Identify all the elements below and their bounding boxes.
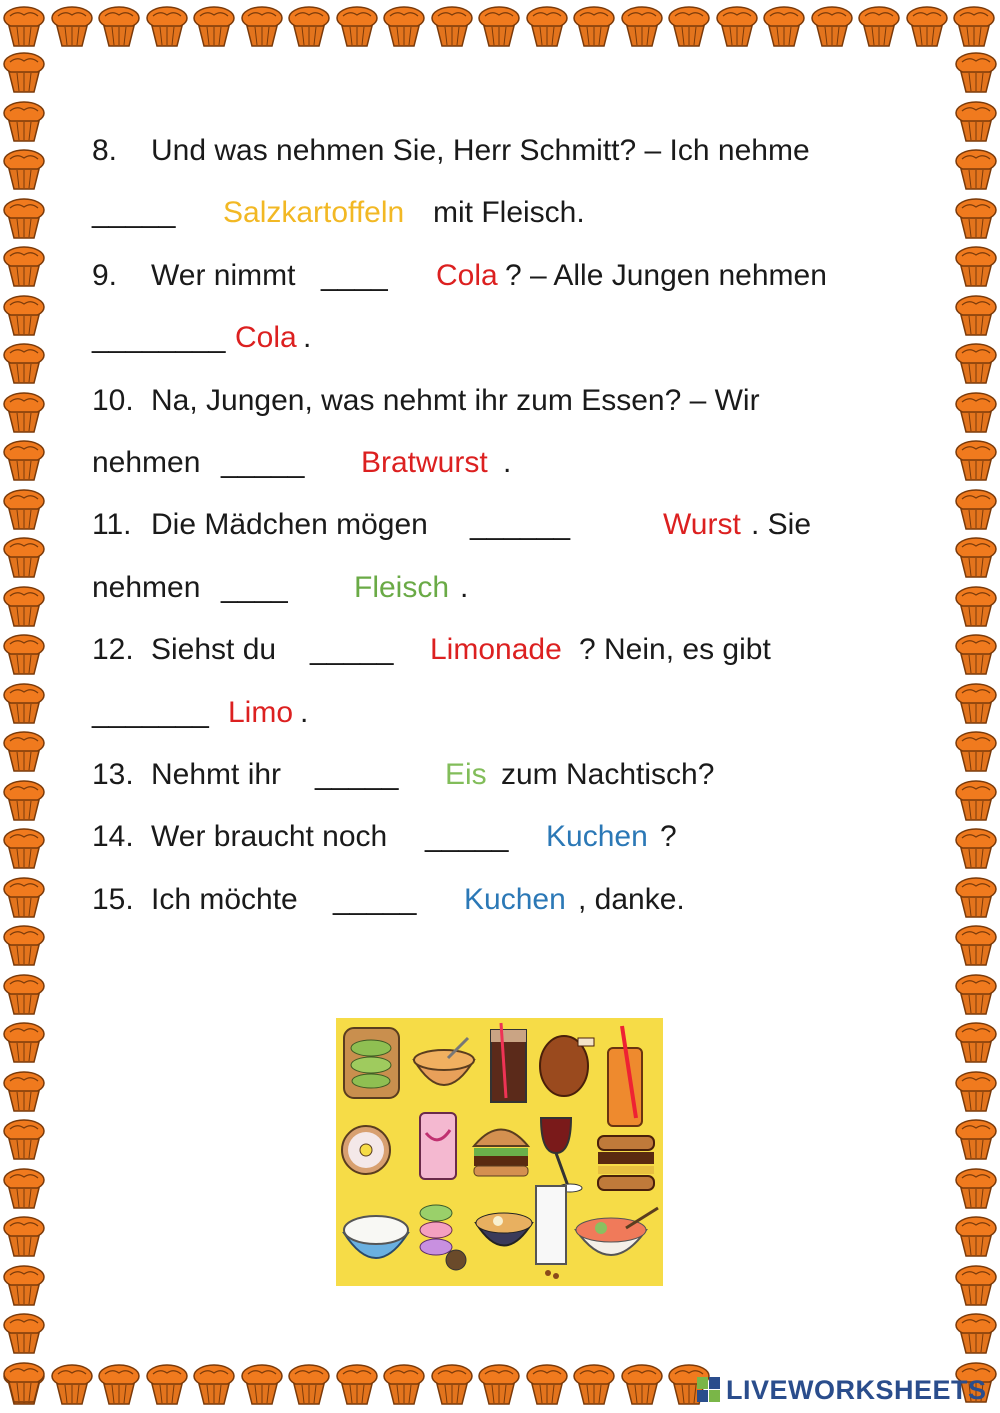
question-text: ? – Alle Jungen nehmen [505,258,827,292]
muffin-border-top [0,4,1000,54]
muffin-icon [192,1362,236,1406]
muffin-icon [572,1362,616,1406]
muffin-icon [2,1069,46,1113]
muffin-icon [2,341,46,385]
muffin-icon [954,1263,998,1307]
muffin-icon [287,4,331,48]
muffin-icon [2,923,46,967]
question-13-line-1 [92,744,912,806]
muffin-icon [954,1117,998,1161]
noun-cola: Cola [235,321,297,355]
muffin-icon [2,293,46,337]
question-text: Und was nehmen Sie, Herr Schmitt? – Ich nehme [151,134,810,167]
question-9-line-1 [92,245,912,307]
food-illustration [336,1018,663,1286]
muffin-icon [430,1362,474,1406]
noun-wurst: Wurst [663,508,741,542]
question-12-line-2 [92,682,912,744]
macaron-icon [420,1205,466,1270]
muffin-icon [145,4,189,48]
muffin-icon [2,778,46,822]
muffin-icon [2,584,46,628]
answer-blank[interactable]: ________ [92,321,226,355]
muffin-icon [954,923,998,967]
muffin-icon [954,50,998,94]
question-number: 9. [92,258,118,292]
can-icon [420,1113,456,1179]
muffin-icon [857,4,901,48]
noun-limo: Limo [228,695,294,729]
muffin-icon [525,4,569,48]
muffin-icon [287,1362,331,1406]
punctuation: . [503,445,512,479]
answer-blank[interactable]: ____ [321,258,388,292]
muffin-icon [905,4,949,48]
muffin-icon [954,341,998,385]
question-11-line-1 [92,494,912,556]
question-text: Na, Jungen, was nehmt ihr zum Essen? – Wir [151,383,760,417]
sandwich-icon [598,1136,654,1190]
question-10-line-2 [92,432,912,494]
muffin-icon [954,875,998,919]
muffin-icon [954,196,998,240]
question-text: Ich möchte [151,882,298,916]
noun-cola: Cola [436,258,498,292]
muffin-icon [620,1362,664,1406]
muffin-icon [2,632,46,676]
muffin-icon [97,1362,141,1406]
muffin-icon [2,972,46,1016]
question-8-line-1 [92,120,912,182]
noun-kuchen: Kuchen [546,820,648,854]
punctuation: . [460,570,469,604]
muffin-icon [2,1263,46,1307]
muffin-icon [382,4,426,48]
question-15-line-1 [92,869,912,931]
muffin-icon [2,438,46,482]
muffin-icon [2,729,46,773]
question-11-line-2 [92,557,912,619]
muffin-icon [192,4,236,48]
question-text: Die Mädchen mögen [151,508,428,542]
milk-glass-icon [536,1186,566,1279]
punctuation: . [303,321,312,355]
question-14-line-1 [92,806,912,868]
question-9-line-2 [92,307,912,369]
food-drawing [336,1018,663,1286]
muffin-icon [335,1362,379,1406]
muffin-icon [2,535,46,579]
muffin-icon [954,632,998,676]
muffin-icon [2,1311,46,1355]
muffin-icon [50,4,94,48]
muffin-icon [954,972,998,1016]
muffin-icon [954,1069,998,1113]
liveworksheets-logo [696,1372,987,1408]
question-text: . Sie [751,508,812,542]
question-text: zum Nachtisch? [501,757,715,791]
answer-blank[interactable]: _____ [315,757,399,791]
noun-salzkartoffeln: Salzkartoffeln [223,196,405,230]
question-text: Nehmt ihr [151,757,282,791]
muffin-icon [2,681,46,725]
answer-blank[interactable]: ____ [221,570,288,604]
noun-bratwurst: Bratwurst [361,445,488,479]
question-10-line-1 [92,370,912,432]
muffin-icon [954,1311,998,1355]
question-text: Siehst du [151,633,277,667]
muffin-icon [2,487,46,531]
question-number: 8. [92,134,118,167]
muffin-icon [2,99,46,143]
muffin-icon [2,1214,46,1258]
muffin-icon [335,4,379,48]
muffin-icon [954,1214,998,1258]
noun-fleisch: Fleisch [354,570,450,604]
question-number: 12. [92,633,134,667]
question-number: 13. [92,757,134,791]
muffin-icon [2,1020,46,1064]
muffin-icon [954,1166,998,1210]
muffin-icon [572,4,616,48]
question-text: nehmen [92,570,201,604]
muffin-icon [954,778,998,822]
bottle-icon [608,1026,642,1126]
muffin-icon [240,4,284,48]
muffin-icon [430,4,474,48]
muffin-icon [477,4,521,48]
soup-bowl-icon [414,1038,474,1085]
watermark-text: LIVEWORKSHEETS [726,1374,987,1405]
yogurt-bowl-icon [344,1216,408,1258]
question-text: mit Fleisch. [433,196,585,230]
punctuation: . [300,695,309,729]
question-text: nehmen [92,445,201,479]
question-number: 14. [92,820,134,854]
muffin-border-right [954,0,1000,1413]
punctuation: ? [660,820,677,854]
muffin-icon [762,4,806,48]
muffin-icon [525,1362,569,1406]
avocado-toast-icon [344,1028,399,1098]
muffin-icon [2,826,46,870]
muffin-icon [2,244,46,288]
noun-eis: Eis [445,757,487,791]
muffin-icon [2,196,46,240]
muffin-icon [954,681,998,725]
muffin-icon [2,875,46,919]
muffin-icon [810,4,854,48]
cola-glass-icon [491,1023,526,1102]
worksheet-exercises [92,120,912,931]
answer-blank[interactable]: _____ [333,882,417,916]
noun-limonade: Limonade [430,633,562,667]
muffin-icon [2,390,46,434]
muffin-icon [50,1362,94,1406]
muffin-icon [620,4,664,48]
answer-blank[interactable]: _____ [221,445,305,479]
muffin-icon [2,1166,46,1210]
question-text: ? Nein, es gibt [579,633,771,667]
muffin-icon [145,1362,189,1406]
muffin-icon [954,244,998,288]
donut-icon [342,1126,390,1174]
muffin-icon [954,147,998,191]
chicken-leg-icon [540,1036,594,1096]
muffin-icon [954,1020,998,1064]
question-text: Wer braucht noch [151,820,388,854]
question-number: 15. [92,882,134,916]
muffin-icon [2,1360,46,1404]
wine-glass-icon [541,1118,582,1192]
muffin-icon [954,99,998,143]
muffin-icon [97,4,141,48]
answer-blank[interactable]: _______ [92,695,209,729]
question-number: 11. [92,508,132,542]
muffin-icon [382,1362,426,1406]
burger-icon [474,1130,528,1177]
muffin-icon [477,1362,521,1406]
question-text: , danke. [578,882,685,916]
ramen-bowl-icon [476,1213,532,1246]
muffin-icon [954,438,998,482]
noun-kuchen: Kuchen [464,882,566,916]
muffin-icon [2,147,46,191]
muffin-icon [954,584,998,628]
answer-blank[interactable]: _____ [310,633,394,667]
muffin-icon [954,293,998,337]
muffin-icon [667,4,711,48]
answer-blank[interactable]: ______ [470,508,571,542]
muffin-icon [954,390,998,434]
muffin-icon [954,535,998,579]
answer-blank[interactable]: _____ [92,196,176,230]
muffin-icon [954,826,998,870]
liveworksheets-icon [696,1375,722,1405]
muffin-icon [2,1117,46,1161]
question-text: Wer nimmt [151,258,296,292]
muffin-icon [240,1362,284,1406]
muffin-icon [954,729,998,773]
muffin-icon [954,487,998,531]
question-number: 10. [92,383,134,417]
question-12-line-1 [92,619,912,681]
answer-blank[interactable]: _____ [425,820,509,854]
poke-bowl-icon [576,1208,658,1255]
question-8-line-2 [92,182,912,244]
muffin-border-left [2,0,52,1413]
muffin-icon [2,50,46,94]
muffin-icon [715,4,759,48]
